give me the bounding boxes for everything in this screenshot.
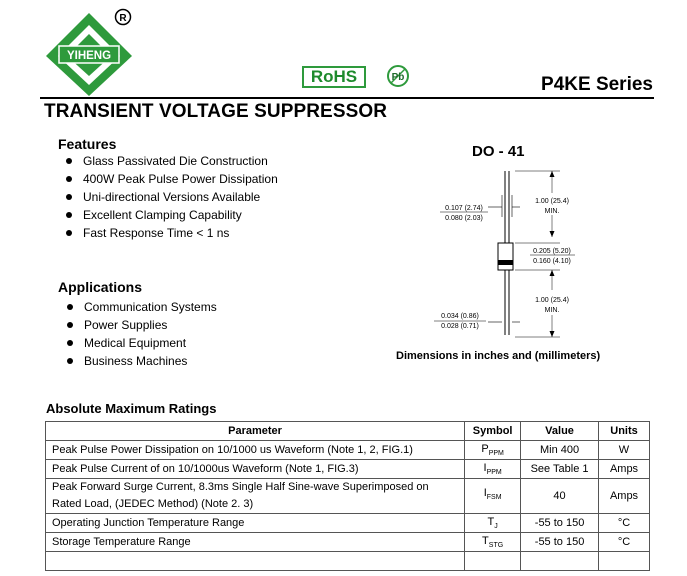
dim-lead-len-bot-min: MIN. — [544, 307, 560, 314]
pb-free-icon — [386, 64, 410, 88]
table-row — [46, 460, 650, 479]
page-title: TRANSIENT VOLTAGE SUPPRESSOR — [44, 101, 388, 122]
bullet-icon — [66, 212, 72, 218]
table-row-empty — [46, 552, 650, 571]
list-item: 400W Peak Pulse Power Dissipation — [57, 170, 278, 188]
dim-lead-dia-min: 0.080 (2.03) — [445, 215, 483, 222]
value-cell: -55 to 150 — [521, 533, 599, 552]
parameter-cell: Storage Temperature Range — [46, 533, 465, 552]
symbol-cell: $P_{PPM}$ — [465, 441, 521, 460]
bullet-icon — [66, 176, 72, 182]
units-cell: Amps — [599, 460, 650, 479]
symbol-cell: $T_J$ — [465, 514, 521, 533]
dim-wire-min: 0.028 (0.71) — [441, 323, 479, 330]
bullet-icon — [67, 304, 73, 310]
column-header: Parameter — [46, 422, 465, 441]
features-list — [57, 152, 278, 242]
bullet-icon — [67, 340, 73, 346]
bullet-icon — [66, 194, 72, 200]
units-cell: °C — [599, 514, 650, 533]
table-row — [46, 533, 650, 552]
list-item: Power Supplies — [58, 316, 217, 334]
value-cell: See Table 1 — [521, 460, 599, 479]
table-row — [46, 514, 650, 533]
bullet-icon — [67, 358, 73, 364]
ratings-table — [45, 421, 650, 571]
registered-mark-icon — [114, 8, 132, 26]
symbol-cell: $I_{PPM}$ — [465, 460, 521, 479]
column-header: Units — [599, 422, 650, 441]
dim-lead-len-top: 1.00 (25.4) — [535, 198, 569, 205]
parameter-cell: Peak Pulse Power Dissipation on 10/1000 us Waveform (Note 1, 2, FIG.1) — [46, 441, 465, 460]
package-outline-diagram — [420, 165, 620, 340]
column-header: Value — [521, 422, 599, 441]
units-cell: °C — [599, 533, 650, 552]
column-header: Symbol — [465, 422, 521, 441]
series-name: P4KE Series — [541, 74, 653, 95]
symbol-cell: $T_{STG}$ — [465, 533, 521, 552]
bullet-icon — [66, 158, 72, 164]
rohs-badge — [302, 66, 366, 88]
applications-list — [58, 298, 217, 370]
dim-body-max: 0.205 (5.20) — [533, 248, 571, 255]
parameter-cell: Peak Forward Surge Current, 8.3ms Single Half Sine-wave Superimposed on Rated Load, (JEDEC Method) (Note 2. 3) — [46, 479, 465, 514]
dim-lead-dia-max: 0.107 (2.74) — [445, 205, 483, 212]
dim-lead-len-top-min: MIN. — [544, 208, 560, 215]
dim-wire-max: 0.034 (0.86) — [441, 313, 479, 320]
dim-body-min: 0.160 (4.10) — [533, 258, 571, 265]
bullet-icon — [67, 322, 73, 328]
svg-text:R: R — [119, 13, 127, 24]
list-item: Communication Systems — [58, 298, 217, 316]
value-cell: Min 400 — [521, 441, 599, 460]
applications-heading: Applications — [58, 279, 143, 295]
logo-text: YIHENG — [66, 50, 112, 62]
units-cell: Amps — [599, 479, 650, 514]
parameter-cell: Operating Junction Temperature Range — [46, 514, 465, 533]
list-item: Uni-directional Versions Available — [57, 188, 278, 206]
table-row — [46, 441, 650, 460]
list-item: Business Machines — [58, 352, 217, 370]
list-item: Excellent Clamping Capability — [57, 206, 278, 224]
pb-label: Pb — [391, 72, 405, 83]
units-cell: W — [599, 441, 650, 460]
features-heading: Features — [58, 136, 117, 152]
bullet-icon — [66, 230, 72, 236]
dim-lead-len-bot: 1.00 (25.4) — [535, 297, 569, 304]
dimensions-note: Dimensions in inches and (millimeters) — [396, 350, 601, 362]
symbol-cell: $I_{FSM}$ — [465, 479, 521, 514]
list-item: Glass Passivated Die Construction — [57, 152, 278, 170]
table-header-row — [46, 422, 650, 441]
ratings-heading: Absolute Maximum Ratings — [46, 401, 217, 416]
list-item: Fast Response Time < 1 ns — [57, 224, 278, 242]
rohs-label: RoHS — [310, 67, 358, 86]
package-title: DO - 41 — [472, 143, 525, 160]
header-divider — [40, 97, 654, 99]
list-item: Medical Equipment — [58, 334, 217, 352]
value-cell: -55 to 150 — [521, 514, 599, 533]
table-row — [46, 479, 650, 514]
value-cell: 40 — [521, 479, 599, 514]
parameter-cell: Peak Pulse Current of on 10/1000us Waveform (Note 1, FIG.3) — [46, 460, 465, 479]
